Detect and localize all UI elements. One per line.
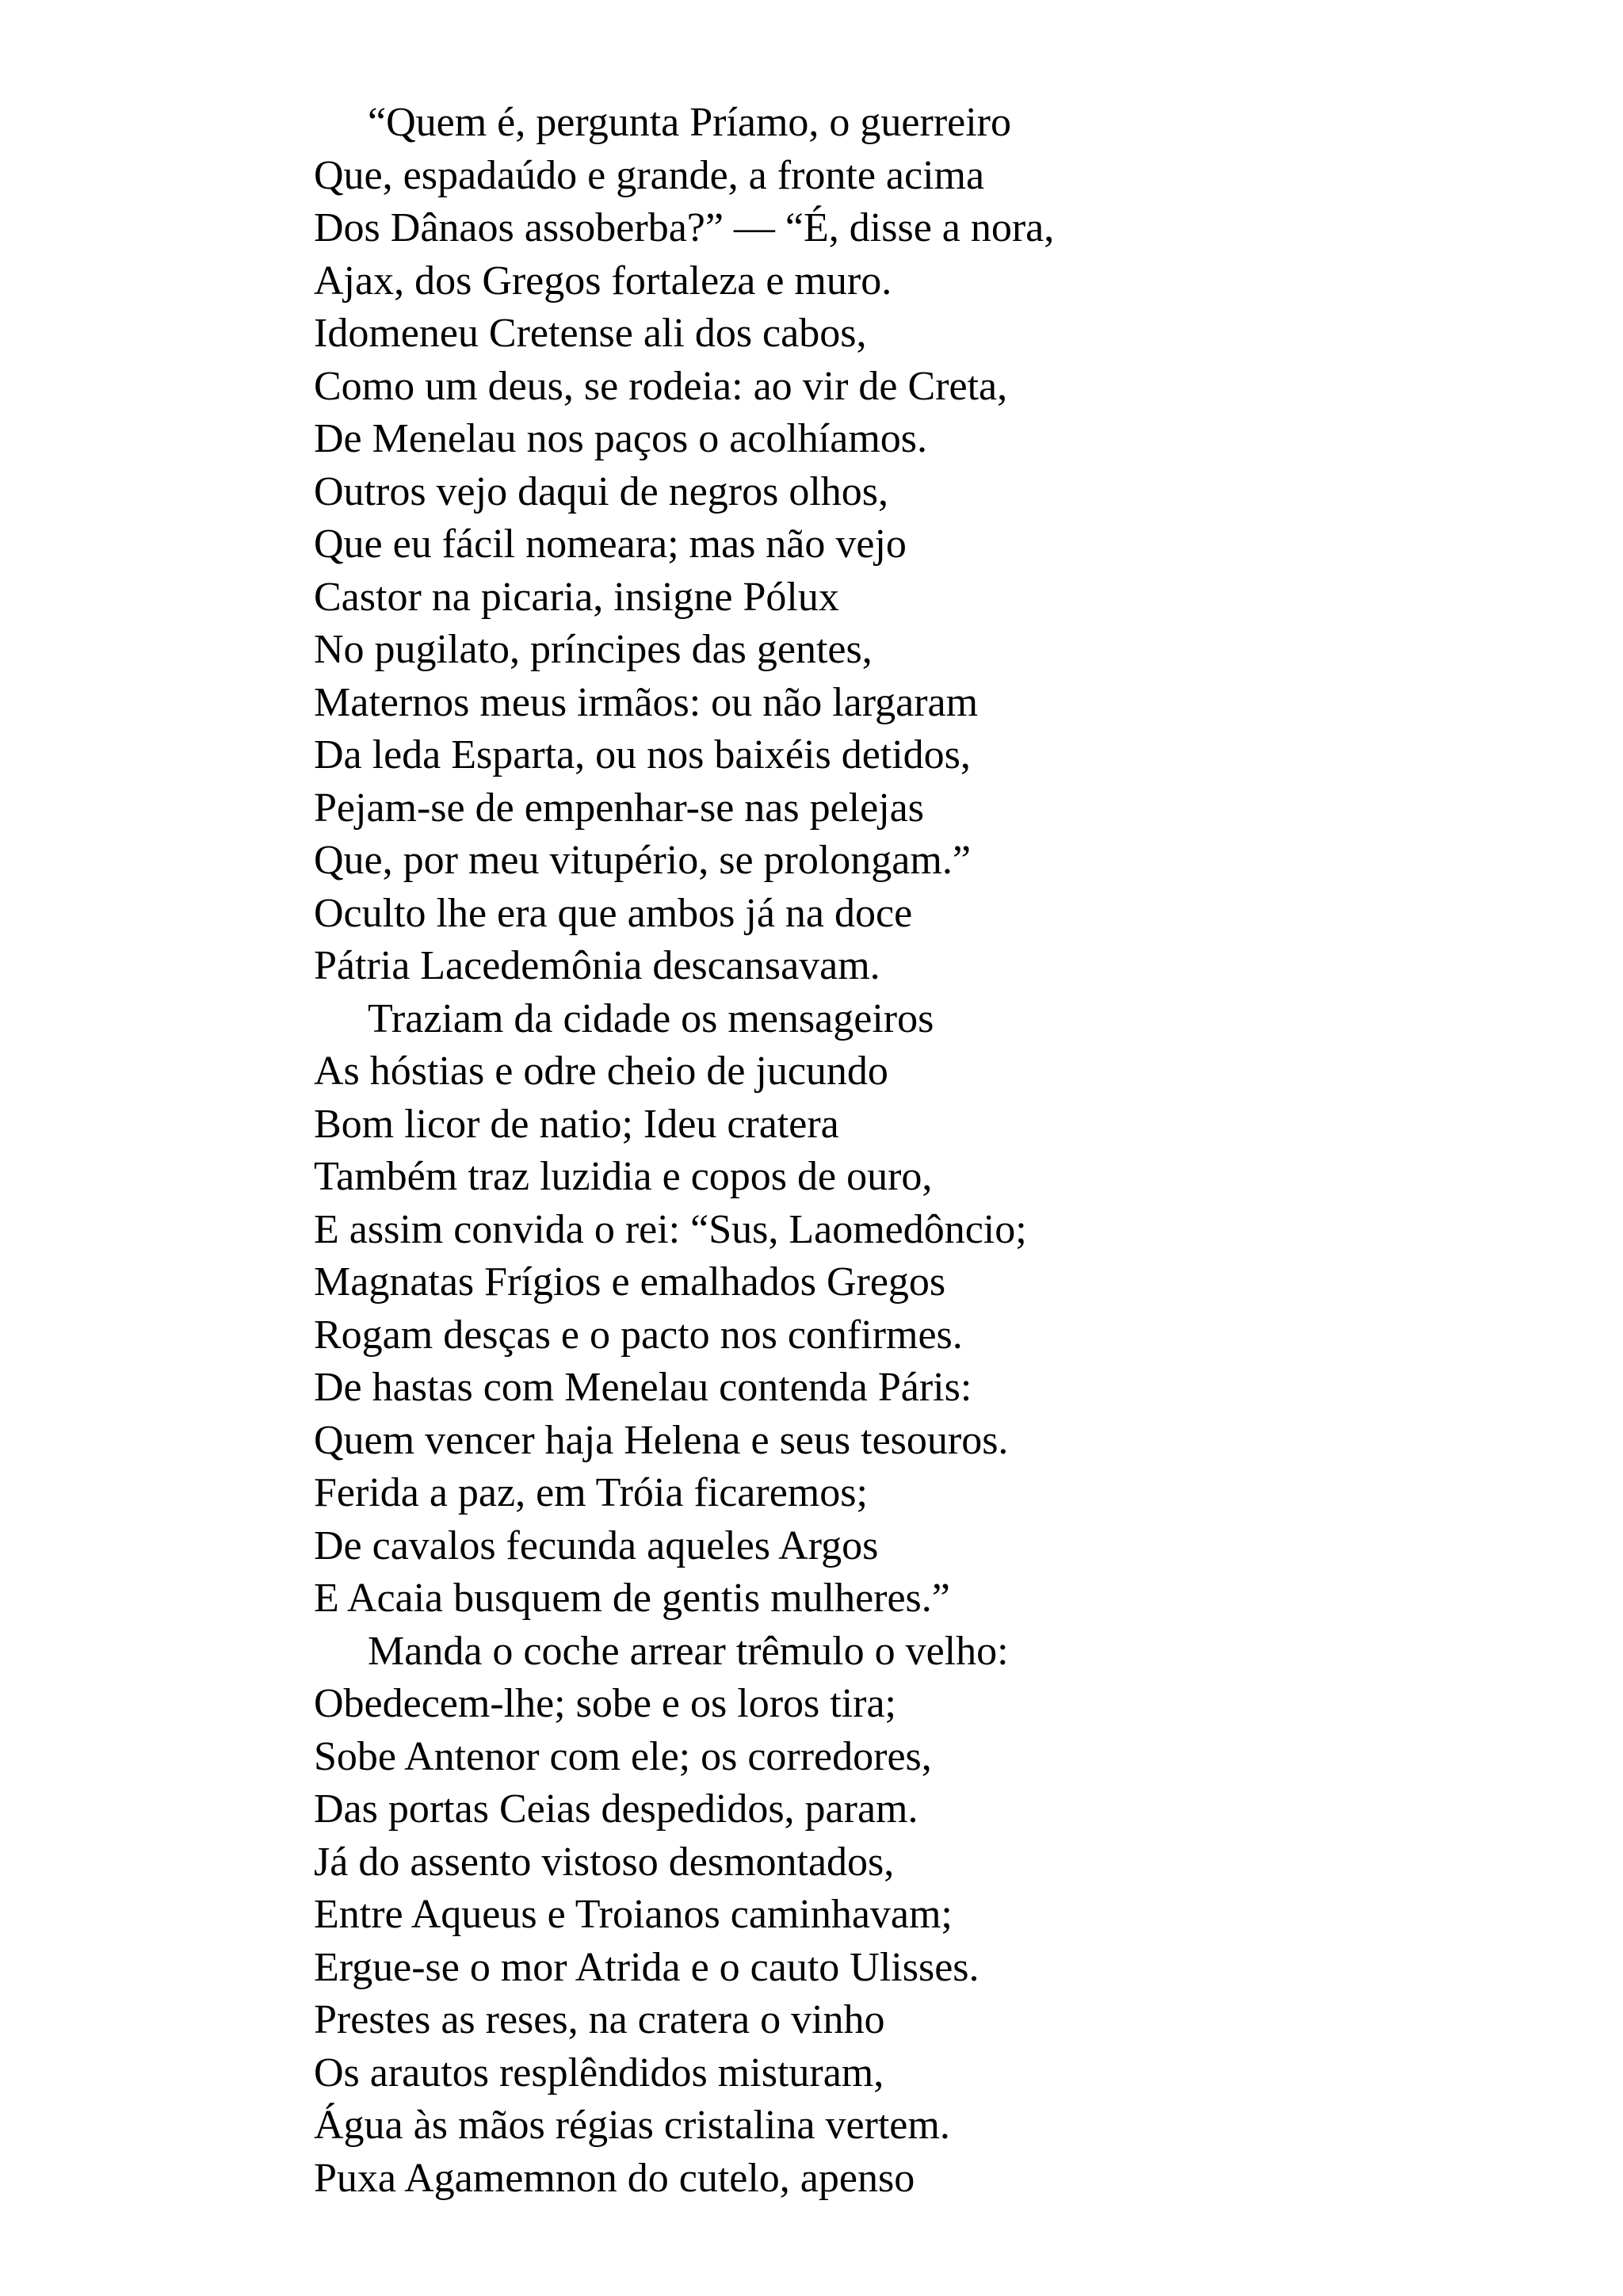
poem-line: Entre Aqueus e Troianos caminhavam; xyxy=(314,1892,953,1937)
poem-line: Que eu fácil nomeara; mas não vejo xyxy=(314,521,907,567)
poem-line: Também traz luzidia e copos de ouro, xyxy=(314,1154,933,1199)
poem-line: Oculto lhe era que ambos já na doce xyxy=(314,890,913,936)
poem-line: Idomeneu Cretense ali dos cabos, xyxy=(314,311,867,356)
poem-line: Ajax, dos Gregos fortaleza e muro. xyxy=(314,258,892,304)
poem-line: Puxa Agamemnon do cutelo, apenso xyxy=(314,2155,915,2201)
poem-line: Já do assento vistoso desmontados, xyxy=(314,1839,895,1885)
poem-line: Pátria Lacedemônia descansavam. xyxy=(314,943,880,988)
poem-line: Sobe Antenor com ele; os corredores, xyxy=(314,1733,932,1779)
poem-line: Os arautos resplêndidos misturam, xyxy=(314,2050,884,2095)
poem-line: Ergue-se o mor Atrida e o cauto Ulisses. xyxy=(314,1944,980,1990)
poem-line: Quem vencer haja Helena e seus tesouros. xyxy=(314,1417,1009,1463)
poem-line-stanza-start: Manda o coche arrear trêmulo o velho: xyxy=(368,1628,1009,1674)
poem-line: Castor na picaria, insigne Pólux xyxy=(314,574,839,620)
poem-line: Da leda Esparta, ou nos baixéis detidos, xyxy=(314,732,971,777)
poem-line: As hóstias e odre cheio de jucundo xyxy=(314,1049,888,1094)
poem-line: Outros vejo daqui de negros olhos, xyxy=(314,468,889,514)
poem-line: Prestes as reses, na cratera o vinho xyxy=(314,1997,885,2042)
poem-line: Dos Dânaos assoberba?” — “É, disse a nora, xyxy=(314,205,1055,250)
poem-line: Que, espadaúdo e grande, a fronte acima xyxy=(314,152,985,198)
poem-line: Bom licor de natio; Ideu cratera xyxy=(314,1101,839,1147)
poem-line: Que, por meu vitupério, se prolongam.” xyxy=(314,838,971,883)
poem-line: Magnatas Frígios e emalhados Gregos xyxy=(314,1259,946,1305)
poem-line: E assim convida o rei: “Sus, Laomedôncio; xyxy=(314,1206,1027,1252)
poem-line: Obedecem-lhe; sobe e os loros tira; xyxy=(314,1681,896,1726)
poem-line: Rogam desças e o pacto nos confirmes. xyxy=(314,1312,963,1358)
poem-line: Ferida a paz, em Tróia ficaremos; xyxy=(314,1470,868,1515)
poem-line: Maternos meus irmãos: ou não largaram xyxy=(314,679,979,725)
poem-line: Como um deus, se rodeia: ao vir de Creta, xyxy=(314,363,1008,409)
poem-line-stanza-start: Traziam da cidade os mensageiros xyxy=(368,995,934,1041)
poem-line: Das portas Ceias despedidos, param. xyxy=(314,1786,918,1832)
poem-line: De Menelau nos paços o acolhíamos. xyxy=(314,416,928,461)
poem-line-stanza-start: “Quem é, pergunta Príamo, o guerreiro xyxy=(368,100,1011,145)
poem-line: Água às mãos régias cristalina vertem. xyxy=(314,2103,950,2148)
poem-line: De hastas com Menelau contenda Páris: xyxy=(314,1365,972,1410)
poem-line: De cavalos fecunda aqueles Argos xyxy=(314,1522,879,1568)
poem-line: E Acaia busquem de gentis mulheres.” xyxy=(314,1576,950,1621)
poem-line: No pugilato, príncipes das gentes, xyxy=(314,627,873,672)
poem-text-block xyxy=(314,97,1550,2205)
poem-line: Pejam-se de empenhar-se nas pelejas xyxy=(314,785,924,831)
